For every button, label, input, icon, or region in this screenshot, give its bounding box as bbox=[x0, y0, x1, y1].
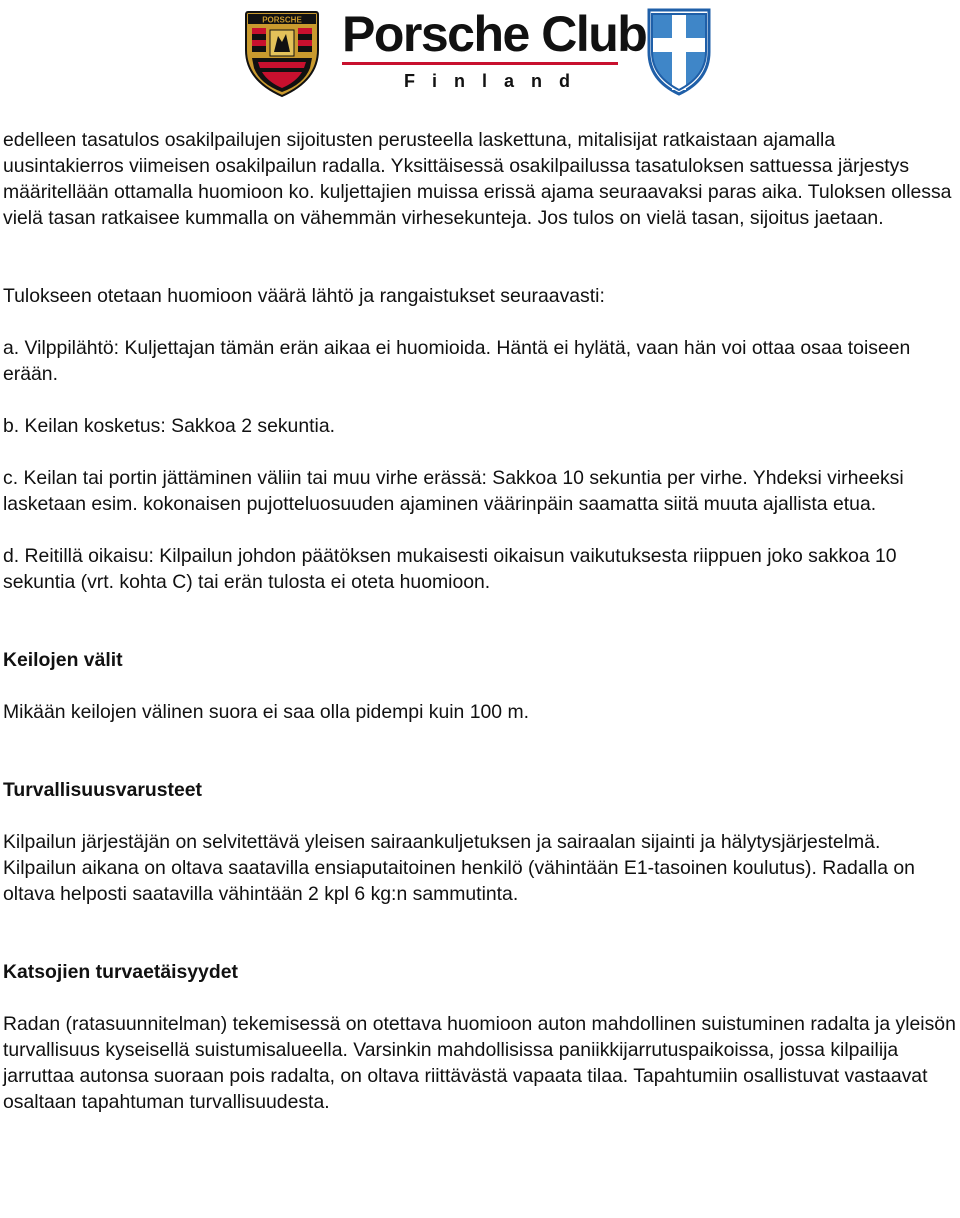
list-item-d: d. Reitillä oikaisu: Kilpailun johdon päätöksen mukaisesti oikaisun vaikutuksesta riippuen joko sakkoa 10 sekuntia (vrt. kohta C) tai erän tulosta ei oteta huomioon. bbox=[3, 545, 897, 593]
heading-turvallisuusvarusteet: Turvallisuusvarusteet bbox=[3, 779, 203, 801]
list-item-c: c. Keilan tai portin jättäminen väliin tai muu virhe erässä: Sakkoa 10 sekuntia per virhe. Yhdeksi virheeksi lasketaan esim. kokonaisen pujotteluosuuden ajaminen väärinpäin saamatta siitä muuta ajallista etua. bbox=[3, 467, 904, 515]
paragraph-tiebreak: edelleen tasatulos osakilpailujen sijoitusten perusteella laskettuna, mitalisijat ratkaistaan ajamalla uusintakierros viimeisen osakilpailun radalla. Yksittäisessä osakilpailussa tasatuloksen sattuessa järjestys määritellään ottamalla huomioon ko. kuljettajien muissa erissä ajama seuraavaksi paras aika. Tuloksen ollessa vielä tasan ratkaisee kummalla on vähemmän virhesekunteja. Jos tulos on vielä tasan, sijoitus jaetaan. bbox=[3, 129, 952, 229]
paragraph-turvallisuusvarusteet: Kilpailun järjestäjän on selvitettävä yleisen sairaankuljetuksen ja sairaalan sijainti ja hälytysjärjestelmä. Kilpailun aikana on oltava saatavilla ensiaputaitoinen henkilö (vähintään E1-tasoinen koulutus). Radalla on oltava helposti saatavilla vähintään 2 kpl 6 kg:n sammutinta. bbox=[3, 831, 915, 905]
logo-subtitle: Finland bbox=[404, 71, 587, 91]
paragraph-keilojen-valit: Mikään keilojen välinen suora ei saa olla pidempi kuin 100 m. bbox=[3, 701, 529, 723]
heading-keilojen-valit: Keilojen välit bbox=[3, 649, 123, 671]
paragraph-penalties-intro: Tulokseen otetaan huomioon väärä lähtö ja rangaistukset seuraavasti: bbox=[3, 285, 605, 307]
svg-text:PORSCHE: PORSCHE bbox=[262, 15, 302, 25]
list-item-a: a. Vilppilähtö: Kuljettajan tämän erän aikaa ei huomioida. Häntä ei hylätä, vaan hän voi ottaa osaa toiseen erään. bbox=[3, 337, 911, 385]
page-header bbox=[0, 0, 960, 110]
document-body bbox=[3, 127, 958, 1115]
finnish-cross-shield-logo bbox=[646, 6, 712, 96]
porsche-crest-logo bbox=[244, 6, 320, 98]
logo-red-rule bbox=[342, 62, 618, 65]
paragraph-katsojien-turvaetaisyydet: Radan (ratasuunnitelman) tekemisessä on otettava huomioon auton mahdollinen suistuminen radalta ja yleisön turvallisuus kyseisellä suistumisalueella. Varsinkin mahdollisissa paniikkijarrutuspaikoissa, jossa kilpailija jarruttaa autonsa suoraan pois radalta, on oltava riittävästä vapaata tilaa. Tapahtumiin osallistuvat vastaavat osaltaan tapahtuman turvallisuudesta. bbox=[3, 1013, 956, 1113]
heading-katsojien-turvaetaisyydet: Katsojien turvaetäisyydet bbox=[3, 961, 238, 983]
list-item-b: b. Keilan kosketus: Sakkoa 2 sekuntia. bbox=[3, 415, 335, 437]
logo-title: Porsche Club bbox=[342, 6, 647, 62]
